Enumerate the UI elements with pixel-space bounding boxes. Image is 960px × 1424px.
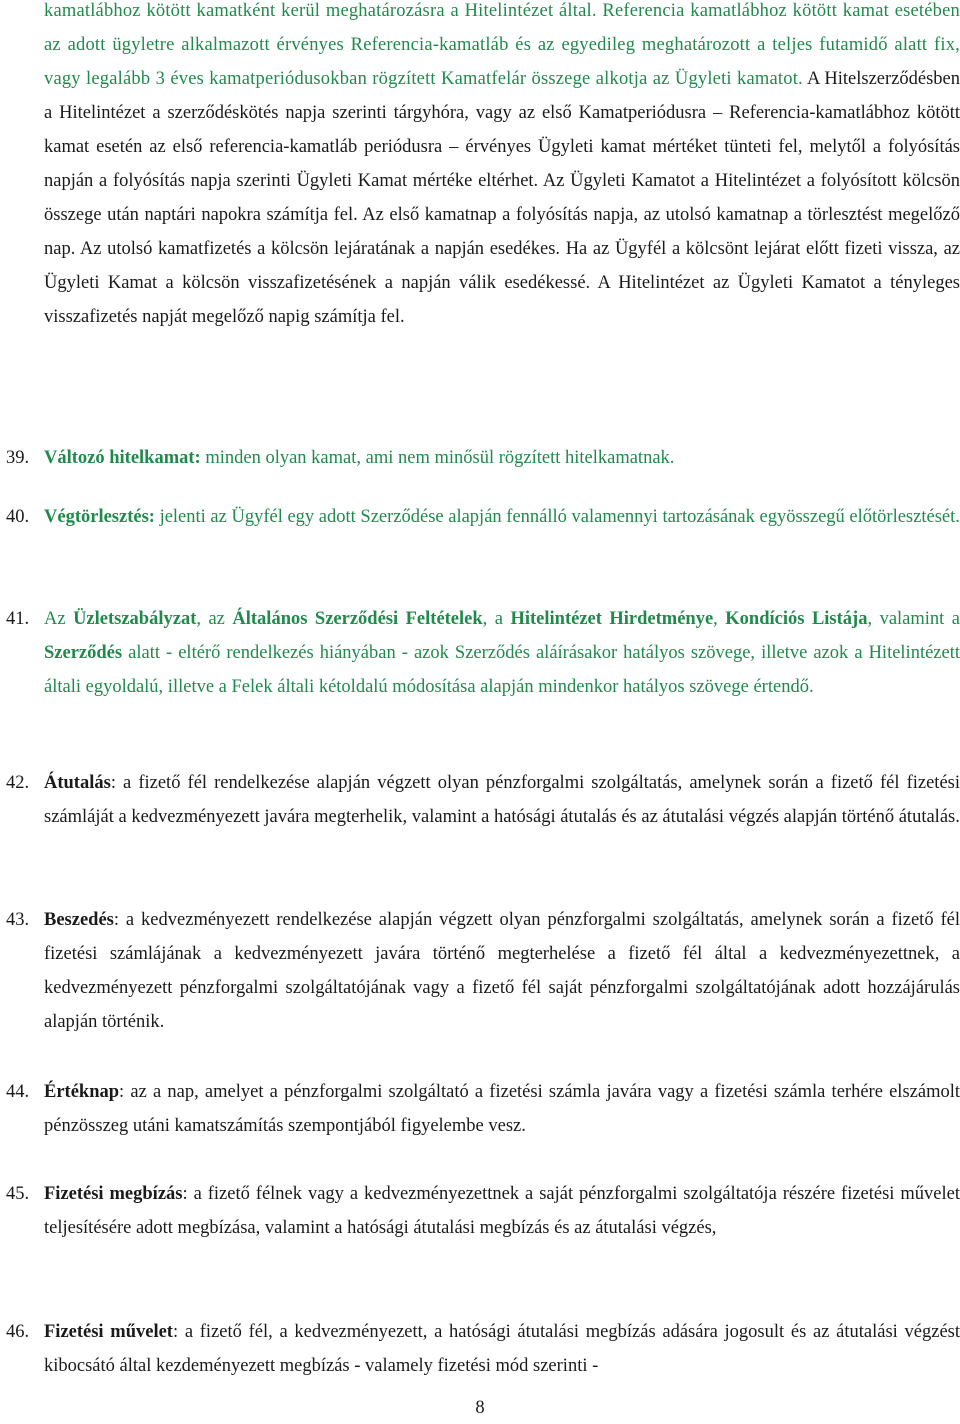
item-number: 46. — [6, 1322, 30, 1342]
item-body — [44, 500, 960, 534]
item-text: : az a nap, amelyet a pénzforgalmi szolgáltató a fizetési számla javára vagy a fizetési számla terhére elszámolt pénzösszeg utáni kamatszámítás szempontjából figyelembe vesz. — [44, 1082, 960, 1136]
item-number: 44. — [6, 1082, 30, 1102]
item-term: Fizetési megbízás — [44, 1184, 183, 1204]
intro-black-text: A Hitelszerződésben a Hitelintézet a szerződéskötés napja szerinti tárgyhóra, vagy az első Kamatperiódusra – Referencia-kamatlábhoz kötött kamat esetén az első referencia-kamatláb periódusra – érvényes Ügyleti kamat mértéket tünteti fel, melytől a folyósítás napján a folyósítás napja szerinti Ügyleti Kamat mértéke eltérhet. Az Ügyleti Kamatot a Hitelintézet a folyósított kölcsön összege után naptári napokra számítja fel. Az első kamatnap a folyósítás napja, az utolsó kamatnap a törlesztést megelőző nap. Az utolsó kamatfizetés a kölcsön lejáratának a napján esedékes. Ha az Ügyfél a kölcsönt lejárat előtt fizeti vissza, az Ügyleti Kamat a kölcsön visszafizetésének a napján válik esedékessé. A Hitelintézet az Ügyleti Kamatot a tényleges visszafizetés napját megelőző napig számítja fel. — [44, 69, 960, 327]
item-term: Hitelintézet Hirdetménye — [510, 609, 714, 629]
intro-paragraph — [44, 0, 960, 334]
item-text: : a kedvezményezett rendelkezése alapján végzett olyan pénzforgalmi szolgáltatás, amelynek során a fizető fél fizetési számlájának a kedvezményezett javára történő megterhelése a fizető fél által a kedvezményezettnek, a kedvezményezett pénzforgalmi szolgáltatójának vagy a fizető fél saját pénzforgalmi szolgáltatójának adott hozzájárulás alapján történik. — [44, 910, 960, 1032]
item-text: , az — [196, 609, 233, 629]
item-text: : a fizető fél, a kedvezményezett, a hatósági átutalási megbízás adására jogosult és az átutalási végzést kibocsátó által kezdeményezett megbízás - valamely fizetési mód szerinti - — [44, 1322, 960, 1376]
item-number: 43. — [6, 910, 30, 930]
item-number: 40. — [6, 507, 30, 527]
item-body — [44, 441, 960, 475]
item-number: 39. — [6, 448, 30, 468]
item-body — [44, 602, 960, 704]
item-text: minden olyan kamat, ami nem minősül rögzített hitelkamatnak. — [200, 448, 675, 468]
item-text: , — [713, 609, 726, 629]
item-term: Értéknap — [44, 1082, 120, 1102]
page-number: 8 — [475, 1398, 485, 1418]
item-text: Az — [44, 609, 74, 629]
item-body — [44, 903, 960, 1039]
item-term: Beszedés — [44, 910, 114, 930]
item-term: Általános Szerződési Feltételek — [232, 609, 483, 629]
item-number: 45. — [6, 1184, 30, 1204]
item-term: Változó hitelkamat: — [44, 448, 201, 468]
intro-green-text: kamatlábhoz kötött kamatként kerül meghatározásra a Hitelintézet által. Referencia kamatlábhoz kötött kamat esetében az adott ügyletre alkalmazott érvényes Referencia-kamatláb és az egyedileg meghatározott a teljes futamidő alatt fix, vagy legalább 3 éves kamatperiódusokban rögzített Kamatfelár összege alkotja az Ügyleti kamatot. — [44, 1, 960, 89]
item-text: , a — [482, 609, 511, 629]
item-term: Átutalás — [44, 773, 111, 793]
item-text: alatt - eltérő rendelkezés hiányában - azok Szerződés aláírásakor hatályos szövege, illetve azok a Hitelintézett általi egyoldalú, illetve a Felek általi kétoldalú módosítása alapján mindenkor hatályos szövege értendő. — [44, 643, 960, 697]
item-text: jelenti az Ügyfél egy adott Szerződése alapján fennálló valamennyi tartozásának egyösszegű előtörlesztését. — [154, 507, 960, 527]
item-body — [44, 1075, 960, 1143]
item-text: , valamint a — [867, 609, 960, 629]
item-number: 42. — [6, 773, 30, 793]
item-body — [44, 1177, 960, 1245]
item-number: 41. — [6, 609, 30, 629]
item-text: : a fizető félnek vagy a kedvezményezettnek a saját pénzforgalmi szolgáltatója részére fizetési művelet teljesítésére adott megbízása, valamint a hatósági átutalási megbízás és az átutalási végzés, — [44, 1184, 960, 1238]
item-body — [44, 766, 960, 834]
item-term: Kondíciós Listája — [725, 609, 868, 629]
item-term: Üzletszabályzat — [73, 609, 197, 629]
item-term: Fizetési művelet — [44, 1322, 173, 1342]
item-term: Végtörlesztés: — [44, 507, 155, 527]
item-body — [44, 1315, 960, 1383]
item-text: : a fizető fél rendelkezése alapján végzett olyan pénzforgalmi szolgáltatás, amelynek során a fizető fél fizetési számláját a kedvezményezett javára megterhelik, valamint a hatósági átutalás és az átutalási végzés alapján történő átutalás. — [44, 773, 960, 827]
item-term: Szerződés — [44, 643, 123, 663]
